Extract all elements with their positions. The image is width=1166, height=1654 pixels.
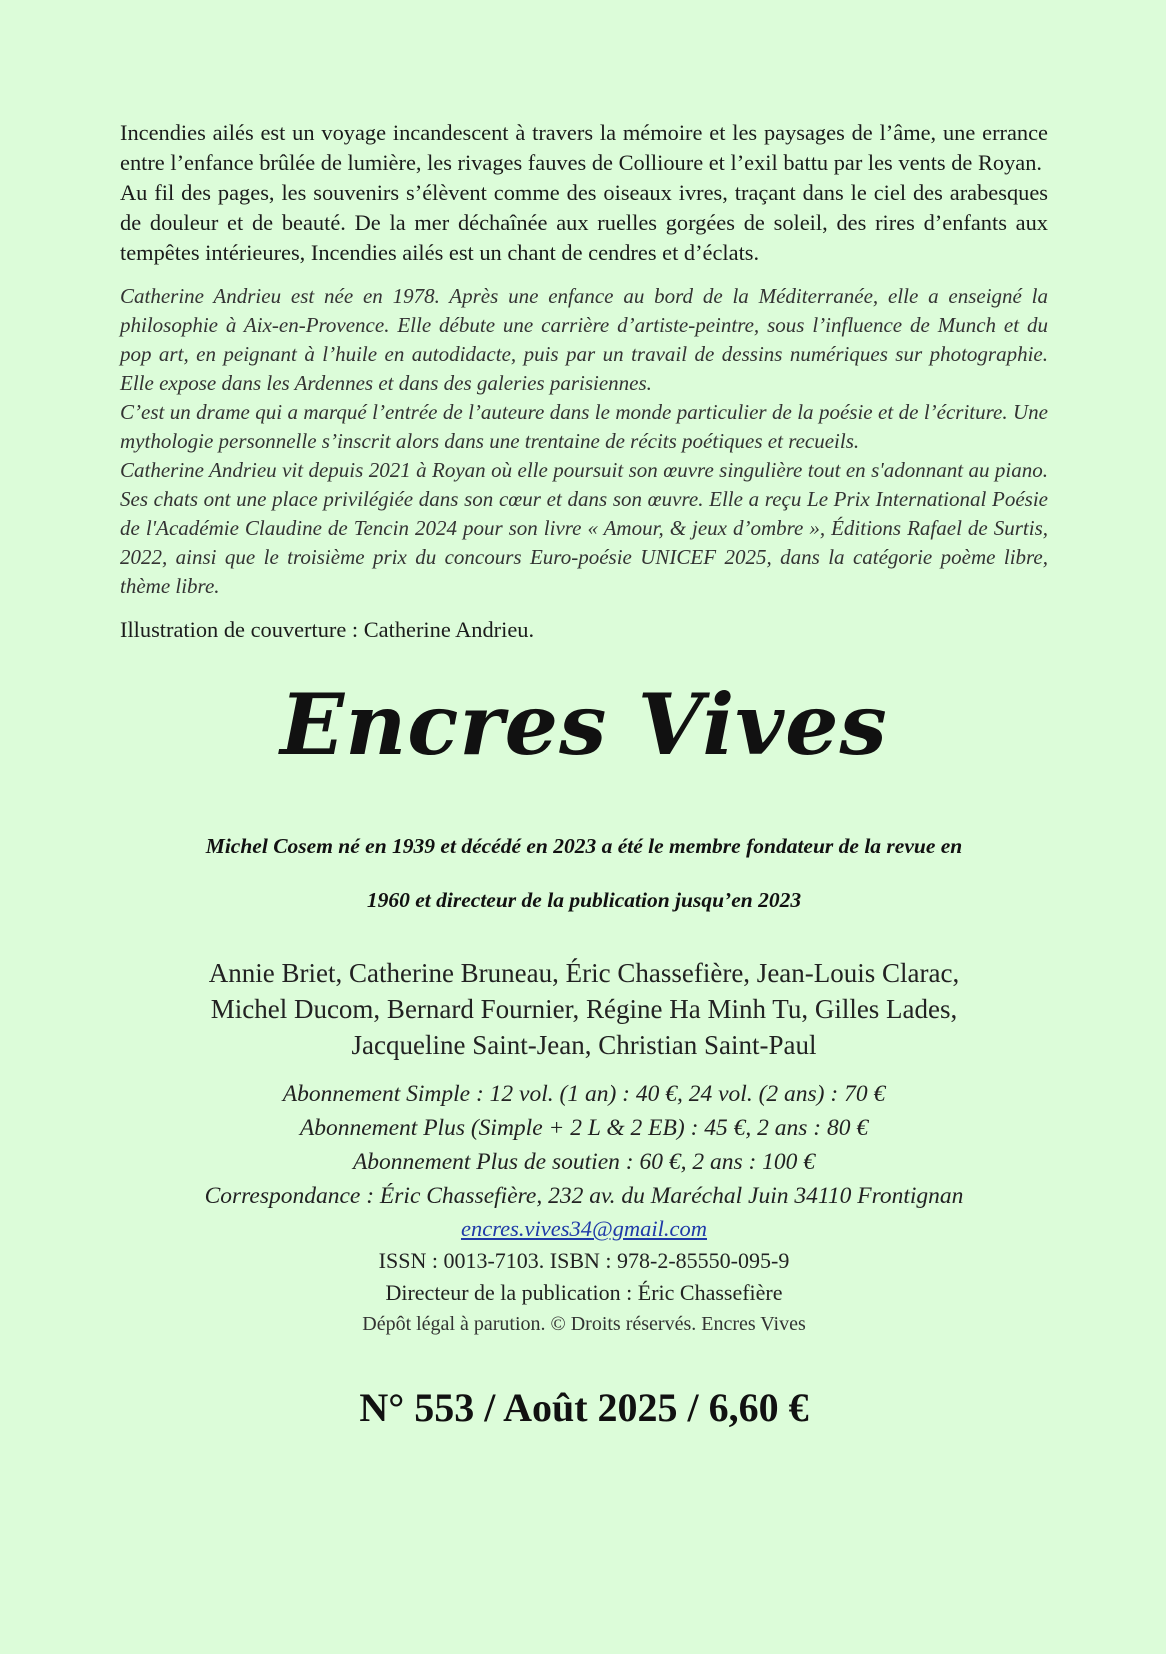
publication-director: Directeur de la publication : Éric Chassefière — [385, 1280, 783, 1305]
book-description — [120, 118, 1048, 268]
issue-number-price: N° 553 / Août 2025 / 6,60 € — [359, 1385, 809, 1430]
founder-line: 1960 et directeur de la publication jusqu’en 2023 — [366, 888, 802, 912]
issn-isbn: ISSN : 0013-7103. ISBN : 978-2-85550-095-9 — [378, 1248, 790, 1273]
subscription-info — [120, 1077, 1048, 1213]
back-cover — [120, 118, 1048, 1433]
committee-members — [120, 955, 1048, 1063]
bio-paragraph: Catherine Andrieu vit depuis 2021 à Royan où elle poursuit son œuvre singulière tout en s'adonnant au piano. Ses chats ont une place privilégiée dans son cœur et dans son œuvre. Elle a reçu Le Prix International Poésie de l'Académie Claudine de Tencin 2024 pour son livre « Amour, & jeux d’ombre », Éditions Rafael de Surtis, 2022, ainsi que le troisième prix du concours Euro-poésie UNICEF 2025, dans la catégorie poème libre, thème libre. — [120, 458, 1048, 598]
description-paragraph: Au fil des pages, les souvenirs s’élèvent comme des oiseaux ivres, traçant dans le ciel des arabesques de douleur et de beauté. De la mer déchaînée aux ruelles gorgées de soleil, des rires d’enfants aux tempêtes intérieures, Incendies ailés est un chant de cendres et d’éclats. — [120, 180, 1048, 265]
email-link[interactable]: encres.vives34@gmail.com — [460, 1216, 708, 1241]
bio-paragraph: C’est un drame qui a marqué l’entrée de l’auteure dans le monde particulier de la poésie et de l’écriture. Une mythologie personnelle s’inscrit alors dans une trentaine de récits poétiques et recueils. — [120, 400, 1048, 453]
subscription-plus: Abonnement Plus (Simple + 2 L & 2 EB) : 45 €, 2 ans : 80 € — [299, 1115, 869, 1141]
publisher-logo: Encres Vives — [280, 675, 888, 774]
bio-paragraph: Catherine Andrieu est née en 1978. Après une enfance au bord de la Méditerranée, elle a enseigné la philosophie à Aix-en-Provence. Elle débute une carrière d’artiste-peintre, sous l’influence de Munch et du pop art, en peignant à l’huile en autodidacte, puis par un travail de dessins numériques sur photographie. Elle expose dans les Ardennes et dans des galeries parisiennes. — [120, 284, 1048, 395]
legal-deposit: Dépôt légal à parution. © Droits réservés. Encres Vives — [362, 1313, 806, 1335]
correspondence-address: Correspondance : Éric Chassefière, 232 av. du Maréchal Juin 34110 Frontignan — [204, 1183, 964, 1209]
members-line: Jacqueline Saint-Jean, Christian Saint-Paul — [351, 1030, 817, 1060]
author-biography — [120, 282, 1048, 601]
description-paragraph: Incendies ailés est un voyage incandescent à travers la mémoire et les paysages de l’âme, une errance entre l’enfance brûlée de lumière, les rivages fauves de Collioure et l’exil battu par les vents de Royan. — [120, 120, 1048, 175]
subscription-support: Abonnement Plus de soutien : 60 €, 2 ans : 100 € — [352, 1149, 816, 1175]
illustration-credit: Illustration de couverture : Catherine Andrieu. — [120, 617, 535, 642]
founder-line: Michel Cosem né en 1939 et décédé en 2023 a été le membre fondateur de la revue en — [205, 834, 963, 858]
subscription-simple: Abonnement Simple : 12 vol. (1 an) : 40 €, 24 vol. (2 ans) : 70 € — [282, 1081, 886, 1107]
contact-info — [120, 1213, 1048, 1339]
founder-note — [120, 819, 1048, 927]
members-line: Annie Briet, Catherine Bruneau, Éric Chassefière, Jean-Louis Clarac, — [208, 958, 960, 988]
members-line: Michel Ducom, Bernard Fournier, Régine Ha Minh Tu, Gilles Lades, — [210, 994, 958, 1024]
